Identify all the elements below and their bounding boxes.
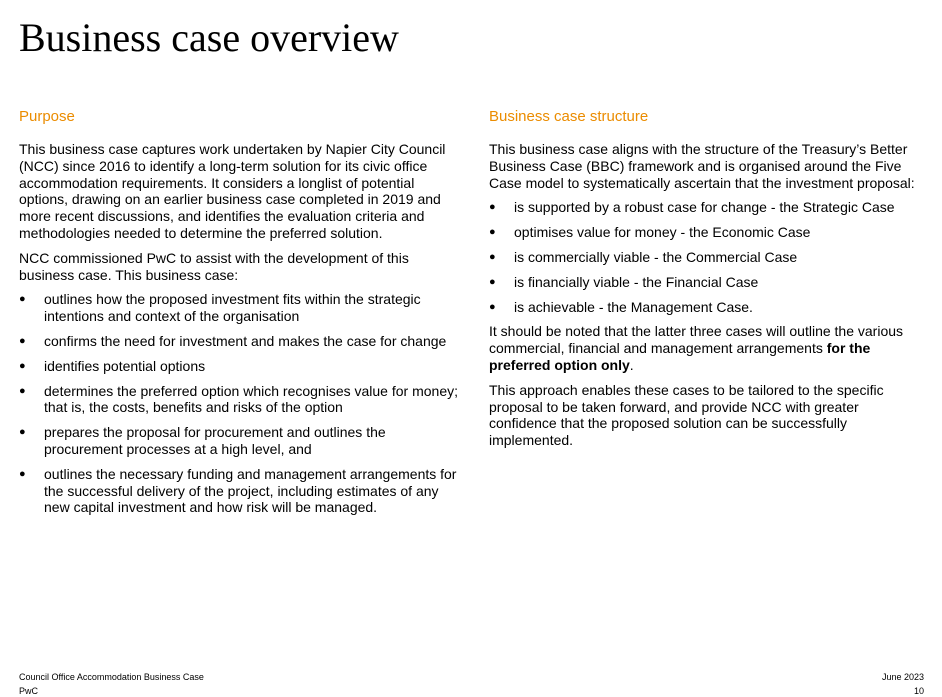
structure-heading: Business case structure [489, 108, 649, 125]
footer-org: PwC [19, 686, 39, 696]
structure-bullet-item: ● optimises value for money - the Economic Case [489, 224, 919, 241]
structure-paragraph-3: This approach enables these cases to be tailored to the specific proposal to be taken forward, and provide NCC with greater confidence that the proposed solution can be successfully implemented. [489, 381, 884, 449]
footer-date: June 2023 [881, 672, 924, 682]
purpose-bullet-item: ● confirms the need for investment and makes the case for change [19, 333, 459, 350]
page-title: Business case overview [19, 15, 399, 60]
structure-bullet-item: ● is supported by a robust case for change - the Strategic Case [489, 199, 919, 216]
structure-paragraph-2-lead: It should be noted that the latter three cases will outline the various commercial, financial and management arrangements [489, 323, 904, 357]
purpose-bullet-item: ● identifies potential options [19, 358, 459, 375]
structure-paragraph-1: This business case aligns with the structure of the Treasury’s Better Business Case (BBC) framework and is organised around the Five Case model to systematically ascertain that the investment proposal: [489, 141, 915, 191]
purpose-bullet-list [19, 291, 459, 516]
purpose-paragraph-2: NCC commissioned PwC to assist with the development of this business case. This business case: [19, 249, 409, 283]
structure-bullet-list [489, 199, 919, 315]
structure-paragraph-2-tail: . [629, 356, 634, 373]
structure-section [489, 108, 919, 457]
purpose-heading: Purpose [19, 108, 75, 125]
purpose-paragraph-1: This business case captures work undertaken by Napier City Council (NCC) since 2016 to identify a long-term solution for its civic office accommodation requirements. It considers a longlist of potential options, drawing on an earlier business case completed in 2019 and more recent discussions, and identifies the evaluation criteria and methodologies needed to determine the preferred solution. [19, 141, 446, 241]
structure-bullet-item: ● is achievable - the Management Case. [489, 299, 919, 316]
purpose-bullet-item: ● outlines the necessary funding and management arrangements for the successful delivery of the project, including estimates of any new capital investment and how risk will be managed. [19, 466, 459, 516]
structure-paragraph-2-emphasis: for the preferred option only [489, 340, 871, 373]
structure-bullet-item: ● is commercially viable - the Commercial Case [489, 249, 919, 266]
purpose-bullet-item: ● outlines how the proposed investment fits within the strategic intentions and context of the organisation [19, 291, 459, 325]
structure-bullet-item: ● is financially viable - the Financial Case [489, 274, 919, 291]
page-number: 10 [913, 686, 924, 696]
purpose-section [19, 108, 459, 524]
purpose-bullet-item: ● prepares the proposal for procurement and outlines the procurement processes at a high level, and [19, 424, 459, 458]
structure-paragraph-2 [489, 323, 919, 373]
purpose-bullet-item: ● determines the preferred option which recognises value for money; that is, the costs, benefits and risks of the option [19, 383, 459, 417]
footer-document-title: Council Office Accommodation Business Case [19, 672, 204, 682]
